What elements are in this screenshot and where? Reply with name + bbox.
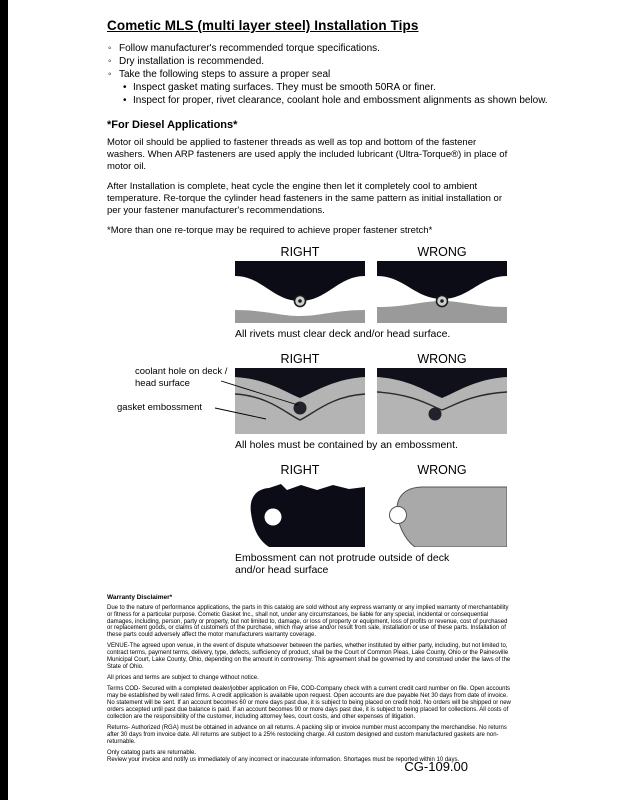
legal-paragraph: Due to the nature of performance applications, the parts in this catalog are sold without any express warranty or any implied warranty of merchantability or fitness for a particular purpose. Cometic Gasket Inc., shall not, under any circumstances, be liable for any special, incidental or consequential damages, including, person, party or property, but not limited to, damage, or loss of property or equipment, loss of profits or revenue, cost of purchased or replacement goods, or claims of customers of the purchase, which may arise and/or result from sale, installation or use of these parts. Installation of these parts could adversely affect the motor manufacturers warranty coverage. [107,605,509,639]
wrong-label: WRONG [417,352,467,366]
rivet-clearance-right-diagram [235,261,365,323]
right-label: RIGHT [280,245,320,259]
diesel-paragraph: Motor oil should be applied to fastener threads as well as top and bottom of the fastener washers. When ARP fasteners are used apply the included lubricant (Ultra-Torque®) in place of motor oil. [107,137,508,172]
page-edge-bar [0,0,8,800]
embossment-containment-right-diagram [235,368,365,434]
diesel-paragraph: After Installation is complete, heat cycle the engine then let it completely cool to ambient temperature. Re-torque the cylinder head fasteners in the same pattern as initial installation or per your fastener manufacturer's recommendations. [107,181,502,216]
page-number-code: CG-109.00 [404,759,468,774]
diagram-row2-panels [117,366,507,434]
tip-item: ◦ Take the following steps to assure a proper seal [107,68,513,81]
right-label: RIGHT [280,352,320,366]
diesel-applications-heading: *For Diesel Applications* [107,119,238,131]
diagram-row3-panels [235,479,507,547]
tip-sub-item: • Inspect for proper, rivet clearance, coolant hole and embossment alignments as shown below. [121,94,513,107]
diagram-row3-header [235,463,507,477]
installation-tips-list [107,42,548,107]
coolant-hole-label: coolant hole on deck / head surface [135,366,228,389]
page-content [107,18,548,768]
embossment-containment-wrong-diagram [377,368,507,434]
page-title: Cometic MLS (multi layer steel) Installation Tips [107,18,419,33]
wrong-label: WRONG [417,245,467,259]
legal-paragraph: VENUE-The agreed upon venue, in the event of dispute whatsoever between the parties, whether instituted by either party, including, but not limited to, contract terms, payment terms, delivery, type, defects, sufficiency of product, shall be the Court of Common Pleas, Lake County, Ohio or the Painesville Municipal Court, Lake County, Ohio, depending on the amount in controversy. This agreement shall be governed by and construed under the laws of the State of Ohio. [107,643,511,670]
embossment-protrusion-wrong-diagram [377,479,507,547]
legal-paragraph: Only catalog parts are returnable. [107,749,197,756]
legal-paragraph: All prices and terms are subject to change without notice. [107,675,259,682]
diagram-row2-caption: All holes must be contained by an embossment. [235,439,458,451]
right-label: RIGHT [280,463,320,477]
tip-item: ◦ Follow manufacturer's recommended torque specifications. [107,42,513,55]
embossment-protrusion-right-diagram [235,479,365,547]
legal-paragraph: Review your invoice and notify us immediately of any incorrect or inaccurate information. Shortages must be reported within 10 days. [107,757,460,764]
diagram-area [117,245,507,576]
diagram-row1-header [235,245,507,259]
diagram-row3-caption: Embossment can not protrude outside of deck and/or head surface [235,552,450,576]
tip-item: ◦ Dry installation is recommended. [107,55,513,68]
rivet-clearance-wrong-diagram [377,261,507,323]
legal-paragraph: Terms COD- Secured with a completed dealer/jobber application on File, COD-Company check with a current credit card number on file. Open accounts may be established by well rated firms. A credit application is available upon request. Open accounts are due payable Net 30 days from date of invoice. No statement will be sent. If an account becomes 60 or more days past due, it is subject to being placed on credit hold. No orders will be shipped or new orders accepted until past due balance is paid. If an account becomes 90 or more days past due, it is subject to being placed for collections. All costs of collection are the responsibility of the customer, including attorney fees, court costs, and other expenses of litigation. [107,686,511,720]
diagram-row1-panels [235,261,507,323]
retorque-note: *More than one re-torque may be required to achieve proper fastener stretch* [107,225,433,236]
diagram-row1-caption: All rivets must clear deck and/or head surface. [235,328,451,340]
tip-sub-item: • Inspect gasket mating surfaces. They must be smooth 50RA or finer. [121,81,513,94]
gasket-embossment-label: gasket embossment [117,402,203,413]
wrong-label: WRONG [417,463,467,477]
legal-paragraph: Returns- Authorized (RGA) must be obtained in advance on all returns. A packing slip or invoice number must accompany the merchandise. No returns after 30 days from invoice date. All returns are subject to a 25% restocking charge. All custom designed and custom manufactured gaskets are non-returnable. [107,724,507,745]
diagram-row2-header [235,352,507,366]
warranty-disclaimer-heading: Warranty Disclaimer* [107,594,173,601]
legal-section [107,594,511,764]
